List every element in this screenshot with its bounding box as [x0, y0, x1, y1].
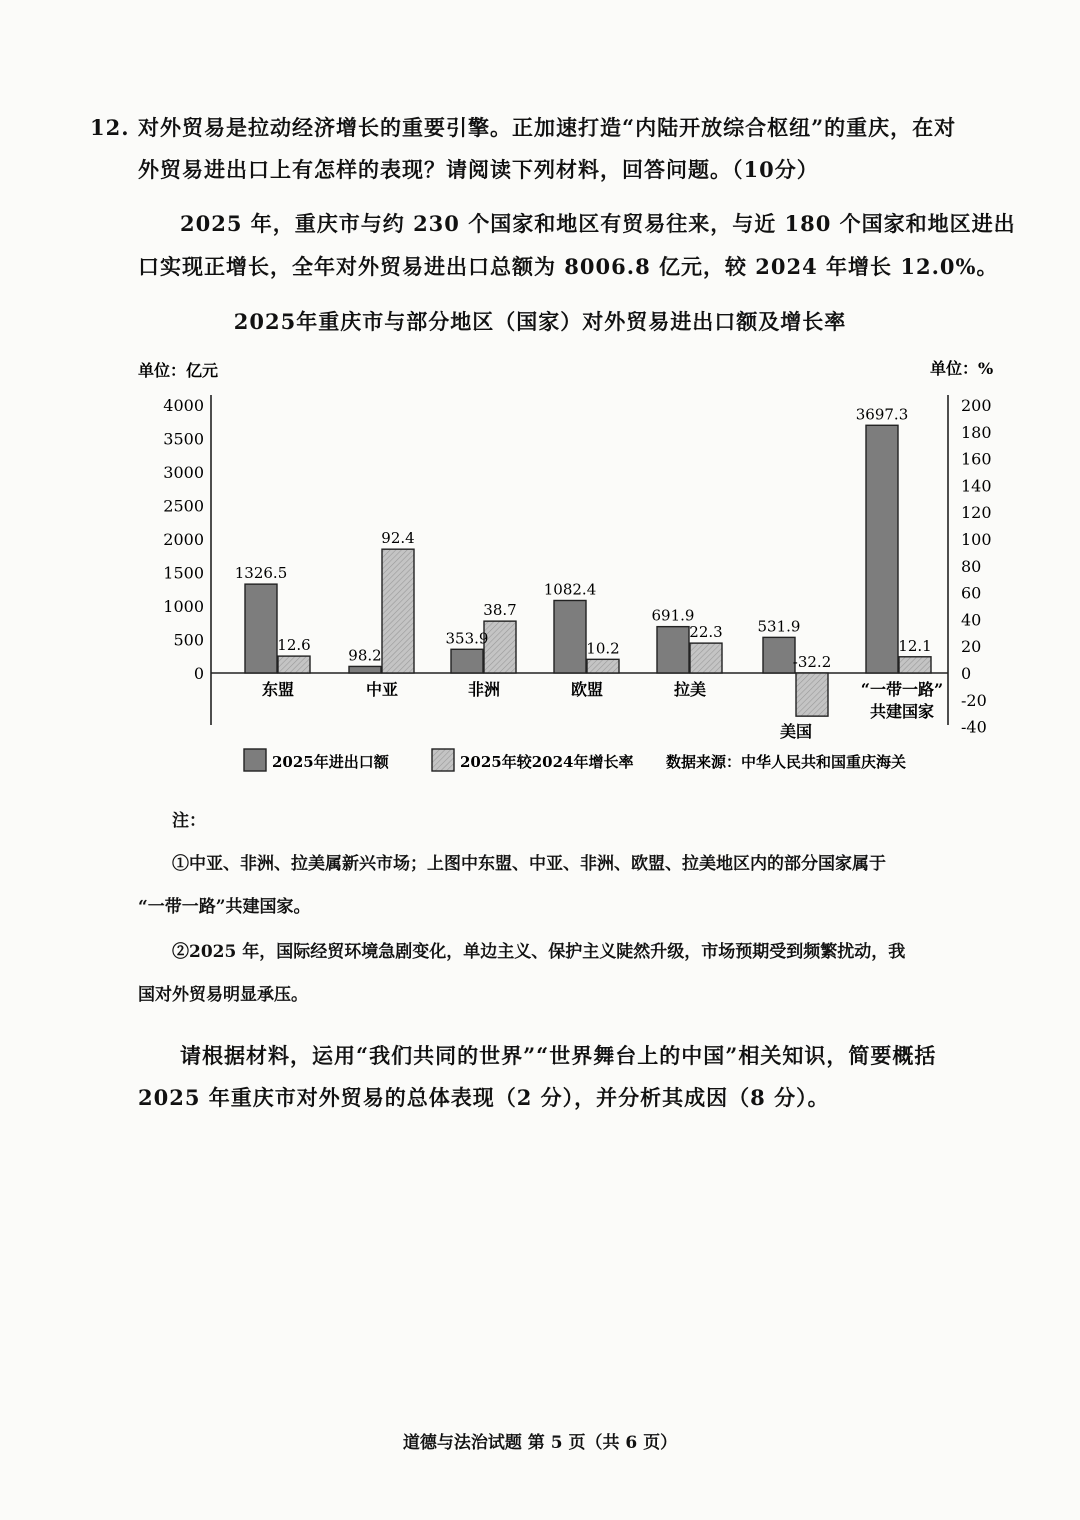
category-label: 东盟: [261, 680, 295, 699]
amount-bar: [349, 666, 381, 673]
amount-data-label: 3697.3: [855, 405, 909, 424]
category-label: 共建国家: [869, 702, 935, 721]
amount-data-label: 1326.5: [234, 564, 288, 583]
amount-bar: [763, 637, 795, 673]
right-tick-label: 40: [961, 610, 982, 630]
rate-bar: [278, 656, 310, 673]
note-1-line-2: “一带一路”共建国家。: [138, 897, 311, 917]
right-tick-label: 200: [961, 396, 992, 415]
rate-data-label: 38.7: [483, 601, 517, 620]
right-tick-label: 60: [961, 583, 982, 603]
category-label: “一带一路”: [860, 680, 944, 699]
category-label: 非洲: [467, 680, 501, 699]
rate-data-label: 92.4: [381, 529, 415, 548]
right-tick-label: 80: [961, 556, 982, 576]
amount-bar: [451, 649, 483, 673]
left-tick-label: 1000: [163, 597, 204, 616]
rate-data-label: 12.1: [898, 636, 932, 655]
left-tick-label: 3000: [163, 463, 204, 482]
right-tick-label: 20: [961, 637, 982, 657]
right-tick-label: 120: [961, 503, 992, 523]
left-tick-label: 3500: [163, 429, 204, 449]
rate-bar: [484, 621, 516, 673]
task-line-2: 2025 年重庆市对外贸易的总体表现（2 分），并分析其成因（8 分）。: [138, 1085, 830, 1110]
left-tick-label: 1500: [163, 563, 204, 583]
trade-bar-chart: [0, 340, 1080, 790]
legend-label-amount: 2025年进出口额: [272, 753, 389, 771]
rate-data-label: 10.2: [586, 639, 620, 658]
rate-bar: [587, 659, 619, 673]
category-label: 欧盟: [570, 680, 604, 699]
task-line-1: 请根据材料，运用“我们共同的世界”“世界舞台上的中国”相关知识，简要概括: [180, 1043, 937, 1068]
note-1-line-1: ①中亚、非洲、拉美属新兴市场；上图中东盟、中亚、非洲、欧盟、拉美地区内的部分国家属于: [172, 854, 886, 874]
question-number: 12.: [90, 115, 130, 140]
rate-bar: [899, 657, 931, 673]
left-tick-label: 4000: [163, 396, 204, 415]
note-2-line-1: ②2025 年，国际经贸环境急剧变化，单边主义、保护主义陡然升级，市场预期受到频繁扰动，我: [172, 942, 906, 962]
note-2-line-2: 国对外贸易明显承压。: [138, 985, 308, 1005]
right-tick-label: 100: [961, 530, 992, 549]
left-unit-label: 单位：亿元: [138, 361, 219, 380]
rate-data-label: 22.3: [689, 623, 723, 642]
rate-data-label: 12.6: [277, 636, 311, 655]
question-text-2: 外贸易进出口上有怎样的表现？请阅读下列材料，回答问题。（10分）: [138, 157, 819, 182]
material-line-1: 2025 年，重庆市与约 230 个国家和地区有贸易往来，与近 180 个国家和地区进出: [180, 211, 1016, 236]
chart-legend: [244, 749, 906, 771]
legend-swatch-amount: [244, 749, 266, 771]
right-tick-label: -20: [961, 690, 987, 710]
right-unit-label: 单位：%: [930, 359, 994, 378]
rate-bar: [796, 673, 828, 716]
amount-data-label: 353.9: [445, 629, 489, 648]
right-tick-label: 140: [961, 476, 992, 496]
rate-bar: [690, 643, 722, 673]
amount-data-label: 691.9: [651, 606, 695, 625]
amount-bar: [554, 600, 586, 673]
amount-data-label: 1082.4: [543, 580, 597, 599]
material-line-2: 口实现正增长，全年对外贸易进出口总额为 8006.8 亿元，较 2024 年增长 12.0%。: [138, 254, 999, 279]
right-tick-label: 160: [961, 449, 992, 469]
left-tick-label: 2500: [163, 496, 204, 516]
page-footer: 道德与法治试题 第 5 页（共 6 页）: [402, 1433, 678, 1453]
rate-bar: [382, 549, 414, 673]
chart-title: 2025年重庆市与部分地区（国家）对外贸易进出口额及增长率: [233, 309, 847, 334]
amount-bar: [657, 627, 689, 673]
amount-data-label: 98.2: [348, 646, 382, 665]
right-tick-label: -40: [961, 717, 987, 737]
category-label: 拉美: [673, 680, 707, 699]
right-tick-label: 180: [961, 422, 992, 442]
amount-bar: [245, 584, 277, 673]
left-tick-label: 0: [193, 664, 204, 683]
category-label: 中亚: [365, 680, 399, 699]
question-line-1: [90, 112, 1010, 142]
right-tick-label: 0: [961, 664, 972, 683]
amount-bar: [866, 425, 898, 673]
amount-data-label: 531.9: [757, 617, 801, 636]
legend-swatch-rate: [432, 749, 454, 771]
note-label: 注：: [172, 811, 206, 831]
chart-source: 数据来源：中华人民共和国重庆海关: [666, 753, 907, 771]
left-tick-label: 2000: [163, 530, 204, 549]
question-text-1: 对外贸易是拉动经济增长的重要引擎。正加速打造“内陆开放综合枢纽”的重庆，在对: [138, 115, 957, 140]
rate-data-label: -32.2: [792, 653, 832, 671]
category-label: 美国: [779, 722, 813, 741]
left-tick-label: 500: [173, 630, 204, 650]
legend-label-rate: 2025年较2024年增长率: [460, 753, 634, 771]
